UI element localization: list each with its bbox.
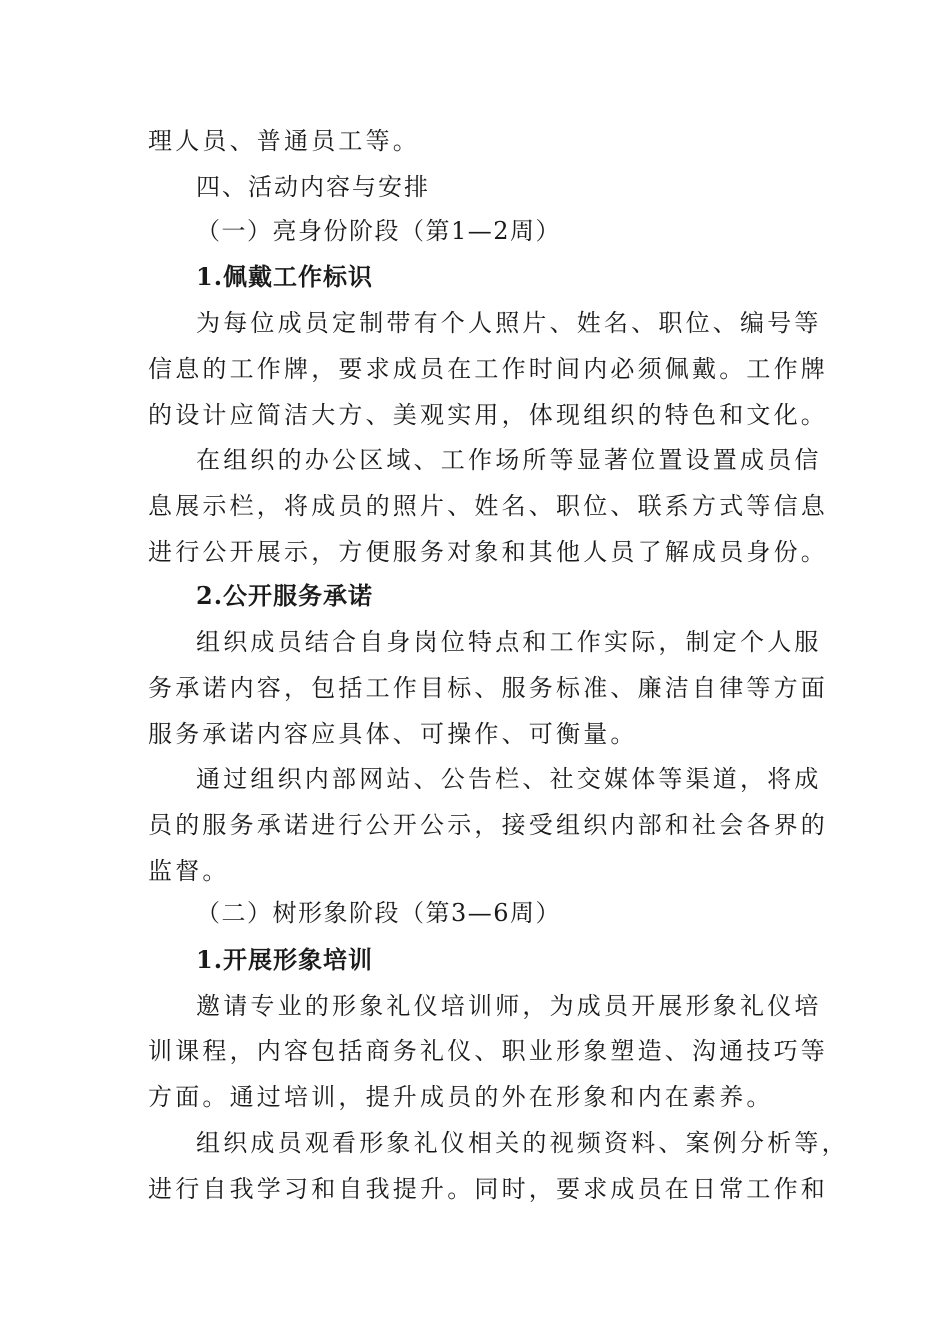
paragraph-line: 服务承诺内容应具体、可操作、可衡量。 xyxy=(148,720,638,748)
section-heading: 四、活动内容与安排 xyxy=(196,173,430,201)
paragraph-line: 在组织的办公区域、工作场所等显著位置设置成员信 xyxy=(196,446,822,474)
paragraph-line: 监督。 xyxy=(148,857,230,885)
paragraph-line: 务承诺内容，包括工作目标、服务标准、廉洁自律等方面 xyxy=(148,674,828,702)
paragraph-line: 为每位成员定制带有个人照片、姓名、职位、编号等 xyxy=(196,309,822,337)
paragraph-line: 组织成员观看形象礼仪相关的视频资料、案例分析等， xyxy=(196,1129,849,1157)
body-text-line: 理人员、普通员工等。 xyxy=(148,127,420,155)
paragraph-line: 训课程，内容包括商务礼仪、职业形象塑造、沟通技巧等 xyxy=(148,1037,828,1065)
paragraph-line: 邀请专业的形象礼仪培训师，为成员开展形象礼仪培 xyxy=(196,992,822,1020)
paragraph-line: 通过组织内部网站、公告栏、社交媒体等渠道，将成 xyxy=(196,765,822,793)
item-heading: 1.开展形象培训 xyxy=(196,945,374,974)
paragraph-line: 信息的工作牌，要求成员在工作时间内必须佩戴。工作牌 xyxy=(148,355,828,383)
paragraph-line: 的设计应简洁大方、美观实用，体现组织的特色和文化。 xyxy=(148,401,828,429)
item-heading: 2.公开服务承诺 xyxy=(196,581,374,610)
paragraph-line: 方面。通过培训，提升成员的外在形象和内在素养。 xyxy=(148,1083,774,1111)
subsection-heading: （一）亮身份阶段（第1—2周） xyxy=(196,217,562,245)
subsection-heading: （二）树形象阶段（第3—6周） xyxy=(196,899,562,927)
item-heading: 1.佩戴工作标识 xyxy=(196,262,374,291)
paragraph-line: 进行公开展示，方便服务对象和其他人员了解成员身份。 xyxy=(148,538,828,566)
paragraph-line: 进行自我学习和自我提升。同时，要求成员在日常工作和 xyxy=(148,1175,828,1203)
paragraph-line: 员的服务承诺进行公开公示，接受组织内部和社会各界的 xyxy=(148,811,828,839)
paragraph-line: 息展示栏，将成员的照片、姓名、职位、联系方式等信息 xyxy=(148,492,828,520)
paragraph-line: 组织成员结合自身岗位特点和工作实际，制定个人服 xyxy=(196,628,822,656)
